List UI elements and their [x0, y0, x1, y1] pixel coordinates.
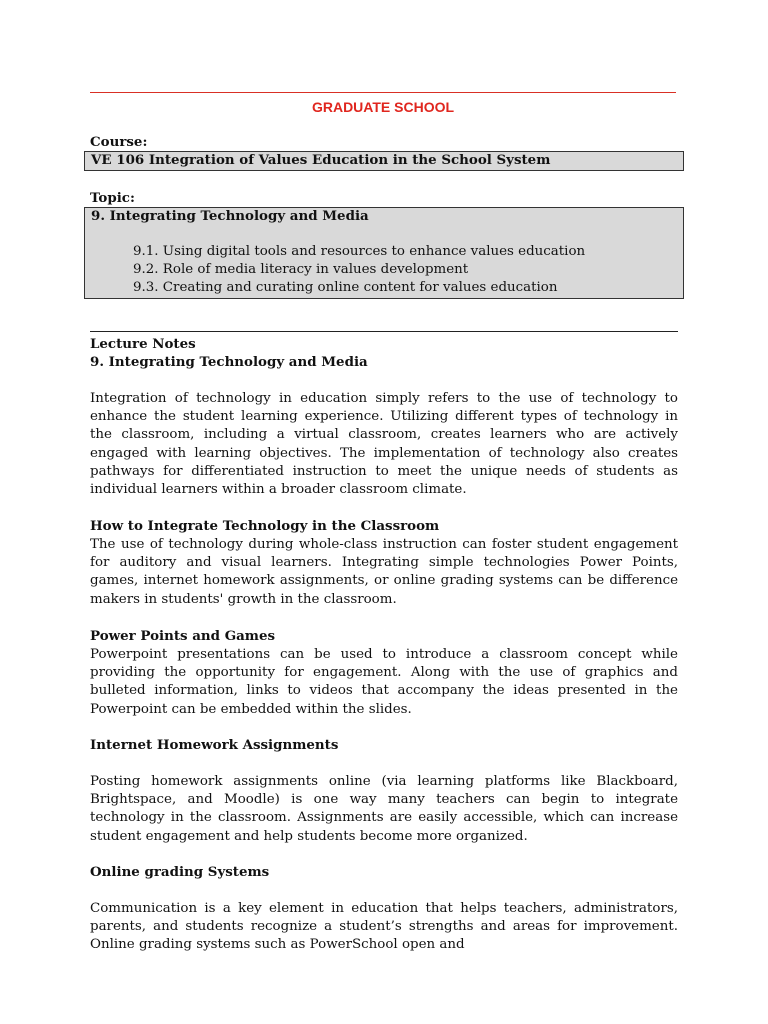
- section-paragraph: Communication is a key element in education that helps teachers, administrators, parents, and students recognize a student’s strengths and areas for improvement. Online grading systems such as PowerSchool open and: [90, 901, 678, 953]
- topic-label: Topic:: [90, 190, 135, 206]
- course-box: [84, 151, 684, 171]
- course-title: VE 106 Integration of Values Education in the School System: [91, 152, 551, 168]
- section-heading: Power Points and Games: [90, 628, 276, 644]
- lecture-notes-label: Lecture Notes: [90, 336, 196, 352]
- school-heading: GRADUATE SCHOOL: [311, 99, 455, 115]
- section-divider: [90, 331, 678, 332]
- subtopic-item: 9.2. Role of media literacy in values development: [133, 262, 469, 277]
- course-label: Course:: [90, 134, 148, 150]
- header-red-rule: [90, 92, 676, 93]
- subtopic-item: 9.3. Creating and curating online content for values education: [133, 280, 558, 295]
- section-heading: How to Integrate Technology in the Classroom: [90, 518, 440, 534]
- subtopic-item: 9.1. Using digital tools and resources to enhance values education: [133, 244, 586, 259]
- topic-title: 9. Integrating Technology and Media: [91, 208, 369, 224]
- section-paragraph: Powerpoint presentations can be used to introduce a classroom concept while providing the opportunity for engagement. Along with the use of graphics and bulleted information, links to videos that accompany the ideas presented in the Powerpoint can be embedded within the slides.: [90, 647, 678, 717]
- section-heading: Online grading Systems: [90, 864, 270, 880]
- topic-box: [84, 207, 684, 299]
- lecture-title: 9. Integrating Technology and Media: [90, 354, 368, 370]
- intro-paragraph: Integration of technology in education simply refers to the use of technology to enhance the student learning experience. Utilizing different types of technology in the classroom, including a virtual classroom, creates learners who are actively engaged with learning objectives. The implementation of technology also creates pathways for differentiated instruction to meet the unique needs of students as individual learners within a broader classroom climate.: [90, 391, 678, 498]
- section-heading: Internet Homework Assignments: [90, 737, 339, 753]
- section-paragraph: Posting homework assignments online (via learning platforms like Blackboard, Brightspace, and Moodle) is one way many teachers can begin to integrate technology in the classroom. Assignments are easily accessible, which can increase student engagement and help students become more organized.: [90, 774, 678, 844]
- section-paragraph: The use of technology during whole-class instruction can foster student engagement for auditory and visual learners. Integrating simple technologies Power Points, games, internet homework assignments, or online grading systems can be difference makers in students' growth in the classroom.: [90, 537, 678, 607]
